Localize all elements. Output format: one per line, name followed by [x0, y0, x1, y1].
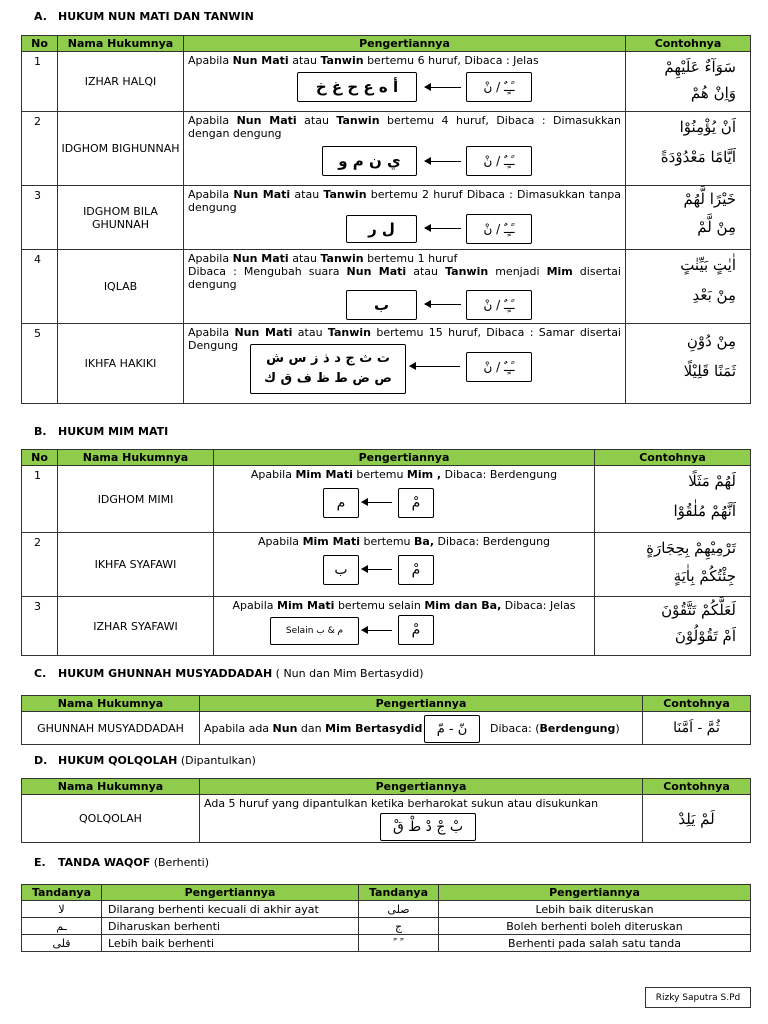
tasydid-box: نّ - مّ [424, 715, 480, 743]
col-header-example: Contohnya [643, 779, 751, 795]
col-header-name: Nama Hukumnya [58, 36, 184, 52]
arrow-left-icon [425, 228, 461, 229]
table-row [22, 112, 751, 186]
letters-box: ب [346, 290, 417, 320]
rule-definition: Apabila Nun Mati atau Tanwin bertemu 15 huruf, Dibaca : Samar disertai Dengung ت ث ج د ذ ز س ش ص ض ط ظ ف ق ك ـًـٍـٌ / نْ [184, 324, 626, 404]
rule-name: IZHAR SYAFAWI [58, 597, 214, 656]
rule-definition: Apabila Nun Mati atau Tanwin bertemu 4 huruf, Dibaca : Dimasukkan dengan dengung ي ن م و ـًـٍـٌ / نْ [184, 112, 626, 186]
col-header-example: Contohnya [643, 696, 751, 712]
rule-name: IDGHOM BIGHUNNAH [58, 112, 184, 186]
waqof-sign: ﹰ ﹰ [359, 935, 439, 952]
waqof-meaning: Lebih baik berhenti [102, 935, 359, 952]
example-cell: لَعَلَّكُمْ تَتَّقُوْنَ اَمْ تَقُوْلُوْنَ [595, 597, 751, 656]
waqof-sign: ج [359, 918, 439, 935]
rule-definition: Apabila Nun Mati atau Tanwin bertemu 2 huruf Dibaca : Dimasukkan tanpa dengung ل ر ـًـٍـٌ / نْ [184, 186, 626, 250]
row-number: 1 [22, 466, 58, 533]
rule-definition: Apabila ada Nun dan Mim Bertasydid نّ - مّ Dibaca: (Berdengung) [200, 712, 643, 745]
rule-name: QOLQOLAH [22, 795, 200, 843]
letters-box: ت ث ج د ذ ز س ش ص ض ط ظ ف ق ك [250, 344, 406, 394]
rule-definition: Apabila Nun Mati atau Tanwin bertemu 6 huruf, Dibaca : Jelas أ ه ع ح غ خ ـًـٍـٌ / نْ [184, 52, 626, 112]
rule-name: IQLAB [58, 250, 184, 324]
waqof-meaning: Dilarang berhenti kecuali di akhir ayat [102, 901, 359, 918]
col-header-name: Nama Hukumnya [58, 450, 214, 466]
table-ghunnah [21, 695, 751, 745]
col-header-no: No [22, 450, 58, 466]
nun-tanwin-box: ـًـٍـٌ / نْ [466, 146, 532, 176]
row-number: 3 [22, 186, 58, 250]
letters-box: ي ن م و [322, 146, 417, 176]
nun-tanwin-box: ـًـٍـٌ / نْ [466, 72, 532, 102]
section-b-title: B. HUKUM MIM MATI [34, 425, 169, 438]
col-header-no: No [22, 36, 58, 52]
waqof-meaning: Boleh berhenti boleh diteruskan [439, 918, 751, 935]
section-a-title: A. HUKUM NUN MATI DAN TANWIN [34, 10, 254, 23]
rule-name: IKHFA SYAFAWI [58, 533, 214, 597]
row-number: 4 [22, 250, 58, 324]
mim-box: مْ [398, 555, 434, 585]
waqof-sign: لا [22, 901, 102, 918]
table-row [22, 712, 751, 745]
waqof-sign: قلى [22, 935, 102, 952]
arrow-left-icon [362, 569, 392, 570]
rule-definition: Ada 5 huruf yang dipantulkan ketika berharokat sukun atau disukunkan بْ جْ دْ طْ قْ [200, 795, 643, 843]
table-row [22, 324, 751, 404]
section-e-title: E. TANDA WAQOF (Berhenti) [34, 856, 210, 869]
col-header-def: Pengertiannya [102, 885, 359, 901]
example-cell: تَرْمِيْهِمْ بِحِجَارَةٍ جِئْتُكُمْ بِاٰيَةٍ [595, 533, 751, 597]
example-cell: ثُمَّ - اَمَّنَا [643, 712, 751, 745]
rule-definition: Apabila Mim Mati bertemu Ba, Dibaca: Berdengung ب مْ [214, 533, 595, 597]
letters-box: م [323, 488, 359, 518]
table-row [22, 52, 751, 112]
example-cell: مِنْ دُوْنِ ثَمَنًا قَلِيْلًا [626, 324, 751, 404]
waqof-sign: ـم [22, 918, 102, 935]
table-row [22, 186, 751, 250]
col-header-name: Nama Hukumnya [22, 779, 200, 795]
rule-name: IDGHOM MIMI [58, 466, 214, 533]
arrow-left-icon [425, 304, 461, 305]
example-cell: اَنْ يُؤْمِنُوْا اَيَّامًا مَعْدُوْدَةً [626, 112, 751, 186]
col-header-sign: Tandanya [359, 885, 439, 901]
table-row [22, 795, 751, 843]
author-credit: Rizky Saputra S.Pd [645, 987, 751, 1008]
letters-box: أ ه ع ح غ خ [297, 72, 417, 102]
col-header-example: Contohnya [595, 450, 751, 466]
col-header-sign: Tandanya [22, 885, 102, 901]
table-row [22, 466, 751, 533]
rule-definition: Apabila Mim Mati bertemu selain Mim dan Ba, Dibaca: Jelas Selain م & ب مْ [214, 597, 595, 656]
col-header-def: Pengertiannya [184, 36, 626, 52]
row-number: 3 [22, 597, 58, 656]
section-d-title: D. HUKUM QOLQOLAH (Dipantulkan) [34, 754, 256, 767]
rule-name: GHUNNAH MUSYADDADAH [22, 712, 200, 745]
nun-tanwin-box: ـًـٍـٌ / نْ [466, 214, 532, 244]
letters-box: ل ر [346, 215, 417, 243]
table-row [22, 935, 751, 952]
example-cell: لَهُمْ مَثَلًا اَنَّهُمْ مُلٰقُوْا [595, 466, 751, 533]
arrow-left-icon [425, 161, 461, 162]
example-cell: اٰيٰتٍ بَيِّنٰتٍ مِنْ بَعْدِ [626, 250, 751, 324]
col-header-def: Pengertiannya [214, 450, 595, 466]
table-row [22, 597, 751, 656]
mim-box: مْ [398, 615, 434, 645]
mim-box: مْ [398, 488, 434, 518]
table-mim-mati [21, 449, 751, 656]
rule-definition: Apabila Nun Mati atau Tanwin bertemu 1 huruf Dibaca : Mengubah suara Nun Mati atau Tanwin menjadi Mim disertai dengung ب ـًـٍـٌ / نْ [184, 250, 626, 324]
arrow-left-icon [362, 502, 392, 503]
rule-definition: Apabila Mim Mati bertemu Mim , Dibaca: Berdengung م مْ [214, 466, 595, 533]
table-nun-mati [21, 35, 751, 404]
arrow-left-icon [410, 366, 460, 367]
waqof-meaning: Lebih baik diteruskan [439, 901, 751, 918]
table-qolqolah [21, 778, 751, 843]
waqof-meaning: Diharuskan berhenti [102, 918, 359, 935]
col-header-example: Contohnya [626, 36, 751, 52]
nun-tanwin-box: ـًـٍـٌ / نْ [466, 352, 532, 382]
arrow-left-icon [362, 630, 392, 631]
letters-box: Selain م & ب [270, 617, 359, 645]
table-row [22, 918, 751, 935]
example-cell: سَوَآءٌ عَلَيْهِمْ وَاِنْ هُمْ [626, 52, 751, 112]
col-header-def: Pengertiannya [200, 696, 643, 712]
row-number: 1 [22, 52, 58, 112]
letters-box: ب [323, 555, 359, 585]
section-c-title: C. HUKUM GHUNNAH MUSYADDADAH ( Nun dan Mim Bertasydid) [34, 667, 424, 680]
example-cell: خَيْرًا لَّهُمْ مِنْ لَّمْ [626, 186, 751, 250]
waqof-meaning: Berhenti pada salah satu tanda [439, 935, 751, 952]
col-header-name: Nama Hukumnya [22, 696, 200, 712]
col-header-def: Pengertiannya [439, 885, 751, 901]
table-waqof [21, 884, 751, 952]
table-row [22, 250, 751, 324]
example-cell: لَمْ يَلِدْ [643, 795, 751, 843]
waqof-sign: صلى [359, 901, 439, 918]
rule-name: IZHAR HALQI [58, 52, 184, 112]
row-number: 5 [22, 324, 58, 404]
rule-name: IKHFA HAKIKI [58, 324, 184, 404]
letters-box: بْ جْ دْ طْ قْ [380, 813, 476, 841]
table-row [22, 901, 751, 918]
row-number: 2 [22, 533, 58, 597]
table-row [22, 533, 751, 597]
row-number: 2 [22, 112, 58, 186]
nun-tanwin-box: ـًـٍـٌ / نْ [466, 290, 532, 320]
col-header-def: Pengertiannya [200, 779, 643, 795]
rule-name: IDGHOM BILA GHUNNAH [58, 186, 184, 250]
arrow-left-icon [425, 87, 461, 88]
